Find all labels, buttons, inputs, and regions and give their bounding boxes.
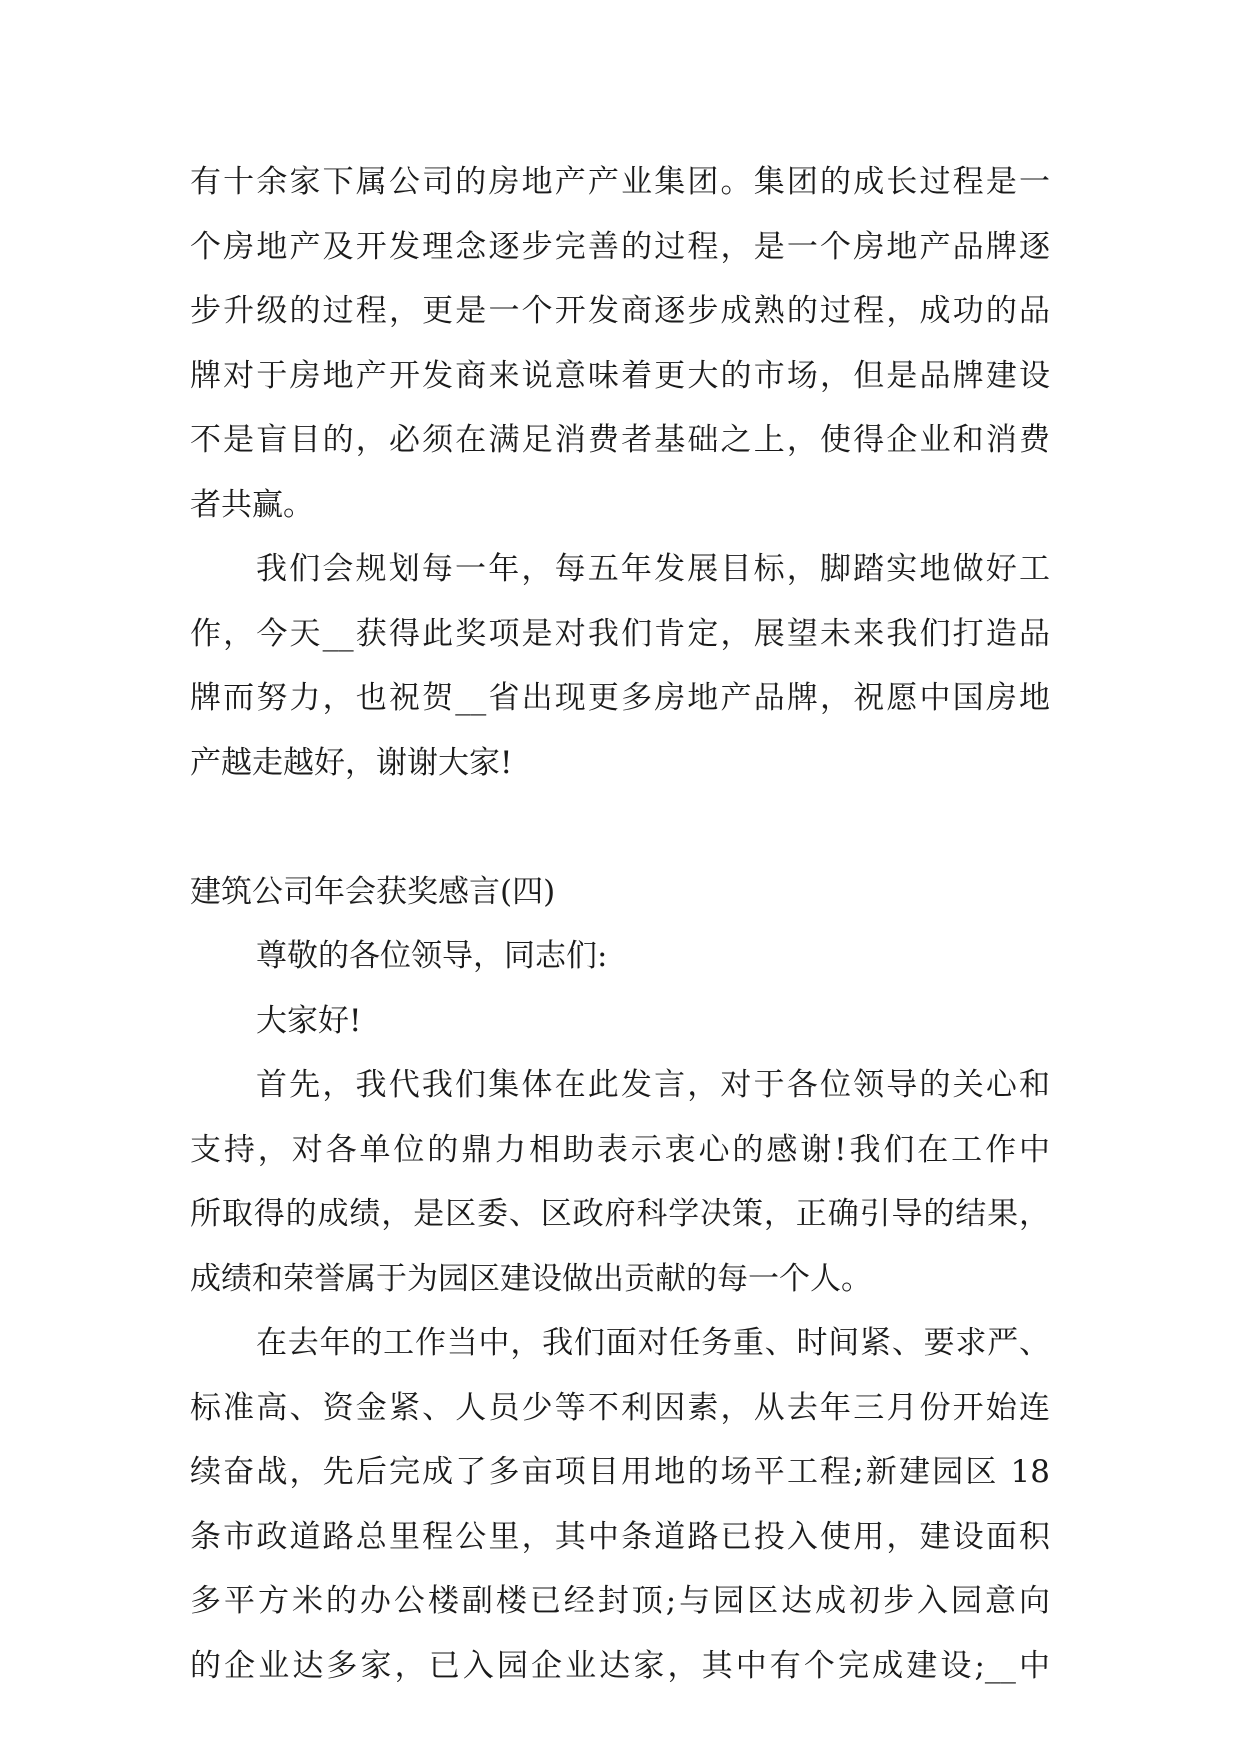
text-line: 所取得的成绩，是区委、区政府科学决策，正确引导的结果， — [190, 1196, 1050, 1232]
text-line: 续奋战，先后完成了多亩项目用地的场平工程;新建园区 18 — [190, 1454, 1050, 1490]
paragraph-company-brand — [190, 150, 1050, 537]
document-body — [190, 150, 1050, 1698]
paragraph-achievements — [190, 1311, 1050, 1698]
text-line: 牌而努力，也祝贺__省出现更多房地产品牌，祝愿中国房地 — [190, 680, 1050, 716]
text-line: 多平方米的办公楼副楼已经封顶;与园区达成初步入园意向 — [190, 1583, 1050, 1619]
salutation: 尊敬的各位领导，同志们: — [256, 938, 608, 974]
text-line: 首先，我代我们集体在此发言，对于各位领导的关心和 — [256, 1067, 1050, 1103]
section-title: 建筑公司年会获奖感言(四) — [190, 873, 556, 910]
text-line: 在去年的工作当中，我们面对任务重、时间紧、要求严、 — [256, 1325, 1050, 1361]
text-line: 不是盲目的，必须在满足消费者基础之上，使得企业和消费 — [190, 422, 1050, 458]
text-line: 牌对于房地产开发商来说意味着更大的市场，但是品牌建设 — [190, 357, 1050, 394]
text-line: 成绩和荣誉属于为园区建设做出贡献的每一个人。 — [190, 1260, 872, 1297]
text-line: 支持，对各单位的鼎力相助表示衷心的感谢!我们在工作中 — [190, 1131, 1050, 1168]
greeting: 大家好! — [256, 1002, 362, 1039]
text-line: 标准高、资金紧、人员少等不利因素，从去年三月份开始连 — [190, 1389, 1050, 1426]
text-line: 我们会规划每一年，每五年发展目标，脚踏实地做好工 — [256, 551, 1050, 587]
text-line: 有十余家下属公司的房地产产业集团。集团的成长过程是一 — [190, 164, 1050, 200]
text-line: 个房地产及开发理念逐步完善的过程，是一个房地产品牌逐 — [190, 228, 1050, 265]
text-line: 作，今天__获得此奖项是对我们肯定，展望未来我们打造品 — [190, 615, 1050, 652]
paragraph-thanks — [190, 1053, 1050, 1311]
paragraph-future-plans — [190, 537, 1050, 795]
text-line: 的企业达多家，已入园企业达家，其中有个完成建设;__中 — [190, 1647, 1050, 1684]
text-line: 产越走越好，谢谢大家! — [190, 744, 513, 781]
text-line: 条市政道路总里程公里，其中条道路已投入使用，建设面积 — [190, 1518, 1050, 1555]
text-line: 者共赢。 — [190, 486, 314, 523]
section-spacer — [190, 795, 1050, 860]
text-line: 步升级的过程，更是一个开发商逐步成熟的过程，成功的品 — [190, 293, 1050, 329]
